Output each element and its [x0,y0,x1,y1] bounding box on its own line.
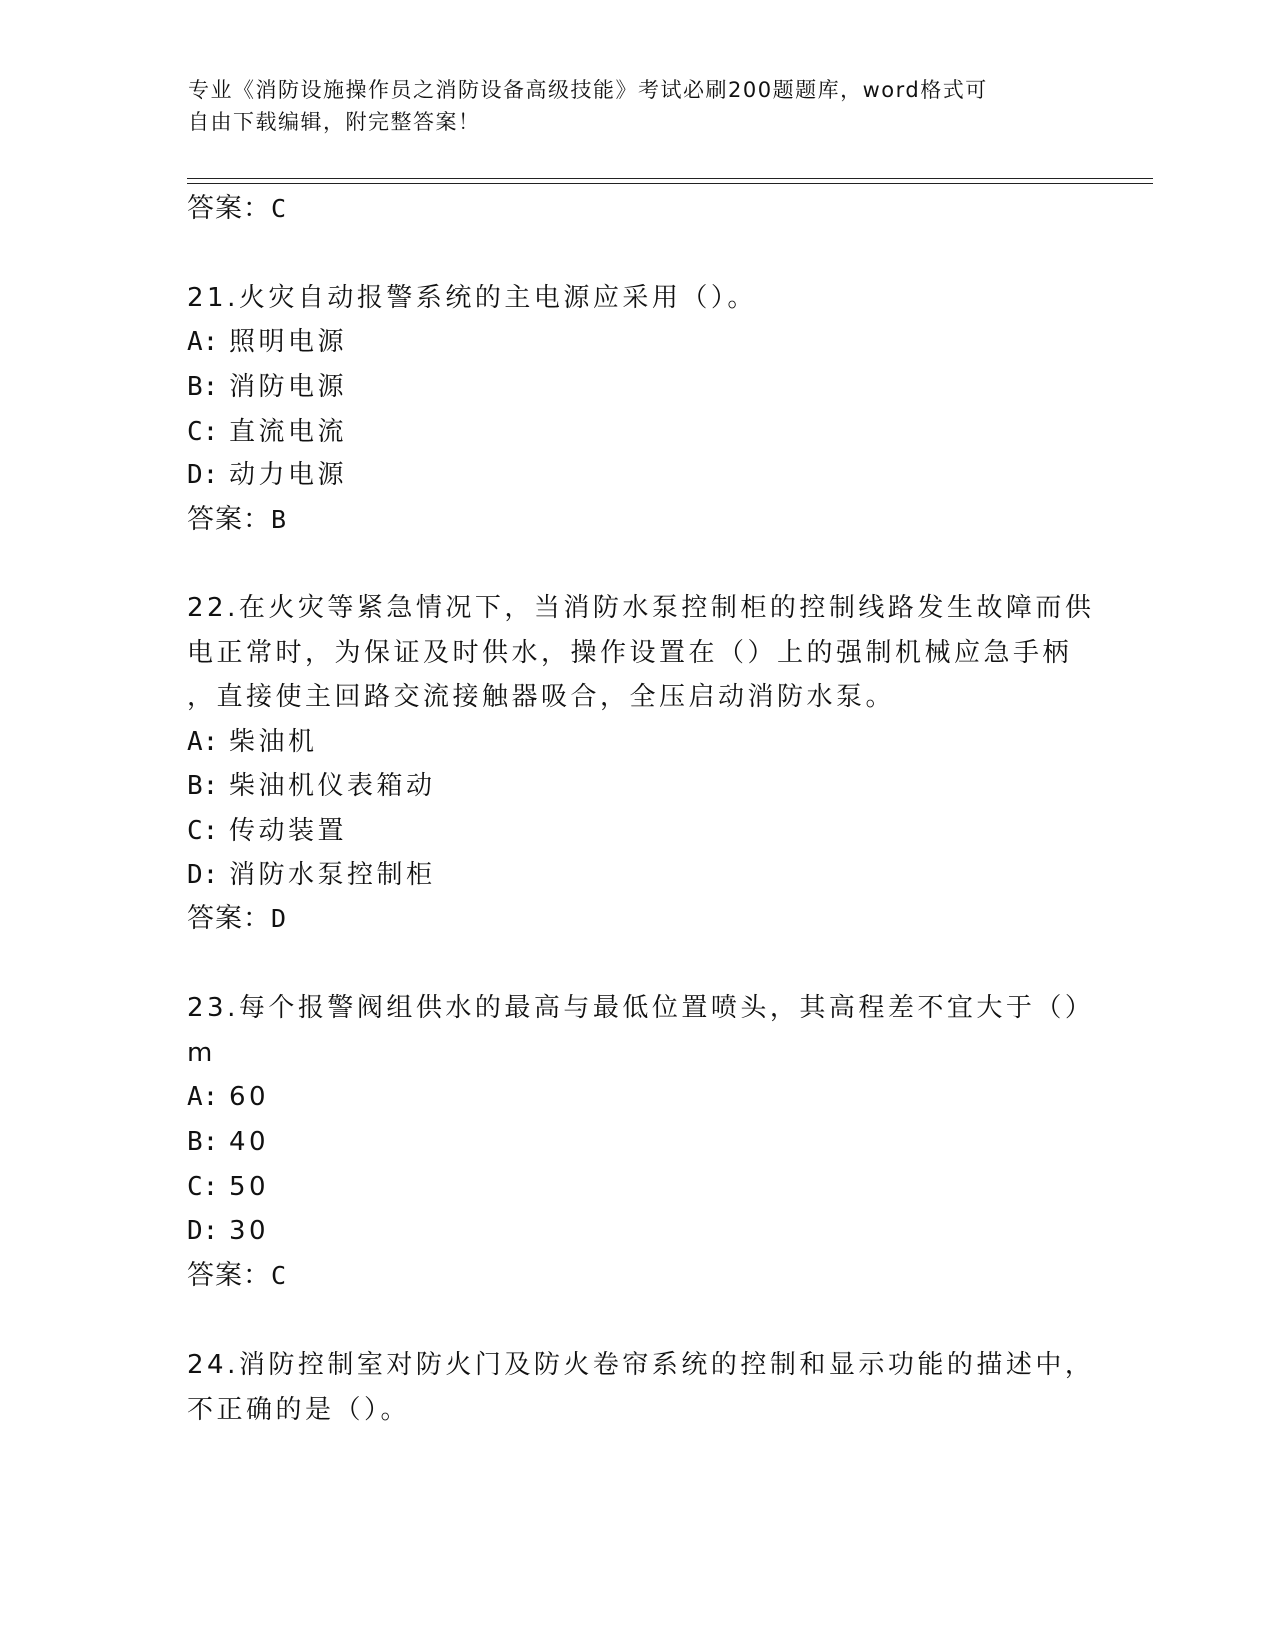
question-23-option-b [187,1125,269,1159]
option-text: 60 [229,1082,270,1112]
option-text: 50 [229,1172,270,1202]
question-23-option-c [187,1170,269,1204]
document-header [188,74,1068,138]
option-text: 传动装置 [229,816,348,846]
option-key: B: [187,372,219,402]
option-key: D: [187,1216,219,1246]
option-key: A: [187,727,219,757]
answer-line-q22 [187,902,286,936]
option-key: B: [187,771,219,801]
answer-line-q23 [187,1259,286,1293]
question-21-option-c [187,415,347,449]
option-key: A: [187,327,219,357]
answer-line-q21 [187,503,286,537]
option-text: 30 [229,1216,270,1246]
answer-label: 答案： [187,193,271,224]
option-key: D: [187,460,219,490]
answer-value: D [271,904,287,933]
option-key: D: [187,860,219,890]
option-text: 动力电源 [229,460,348,490]
answer-value: B [271,505,287,534]
option-key: B: [187,1127,219,1157]
question-23-text-line-2: m [187,1038,216,1068]
option-key: C: [187,1172,219,1202]
answer-label: 答案： [187,1260,271,1291]
question-21-option-d [187,458,347,492]
option-text: 柴油机 [229,727,318,757]
question-21-option-a [187,325,347,359]
option-key: C: [187,816,219,846]
question-21-option-b [187,370,347,404]
question-23-text-line-1: 23.每个报警阀组供水的最高与最低位置喷头，其高程差不宜大于（） [187,993,1095,1023]
answer-value: C [271,194,287,223]
question-22-option-b [187,769,436,803]
option-key: C: [187,417,219,447]
question-22-option-c [187,814,347,848]
option-key: A: [187,1082,219,1112]
question-21-text: 21.火灾自动报警系统的主电源应采用（）。 [187,283,757,313]
header-line-2: 自由下载编辑，附完整答案！ [188,110,481,134]
option-text: 照明电源 [229,327,348,357]
question-22-option-d [187,858,436,892]
answer-label: 答案： [187,903,271,934]
option-text: 消防电源 [229,372,348,402]
answer-label: 答案： [187,504,271,535]
question-22-option-a [187,725,318,759]
question-24-text-line-2: 不正确的是（）。 [187,1395,411,1425]
question-22-text-line-3: ，直接使主回路交流接触器吸合，全压启动消防水泵。 [187,682,896,712]
header-divider-bottom [187,183,1153,184]
question-23-option-d [187,1214,269,1248]
question-22-text-line-1: 22.在火灾等紧急情况下，当消防水泵控制柜的控制线路发生故障而供 [187,593,1095,623]
option-text: 消防水泵控制柜 [229,860,436,890]
option-text: 柴油机仪表箱动 [229,771,436,801]
question-23-option-a [187,1080,269,1114]
question-22-text-line-2: 电正常时，为保证及时供水，操作设置在（）上的强制机械应急手柄 [187,638,1073,668]
header-divider-top [187,178,1153,179]
answer-value: C [271,1261,287,1290]
option-text: 40 [229,1127,270,1157]
header-line-1: 专业《消防设施操作员之消防设备高级技能》考试必刷200题题库，word格式可 [188,78,988,102]
answer-line-q20 [187,192,286,226]
option-text: 直流电流 [229,417,348,447]
question-24-text-line-1: 24.消防控制室对防火门及防火卷帘系统的控制和显示功能的描述中， [187,1350,1095,1380]
